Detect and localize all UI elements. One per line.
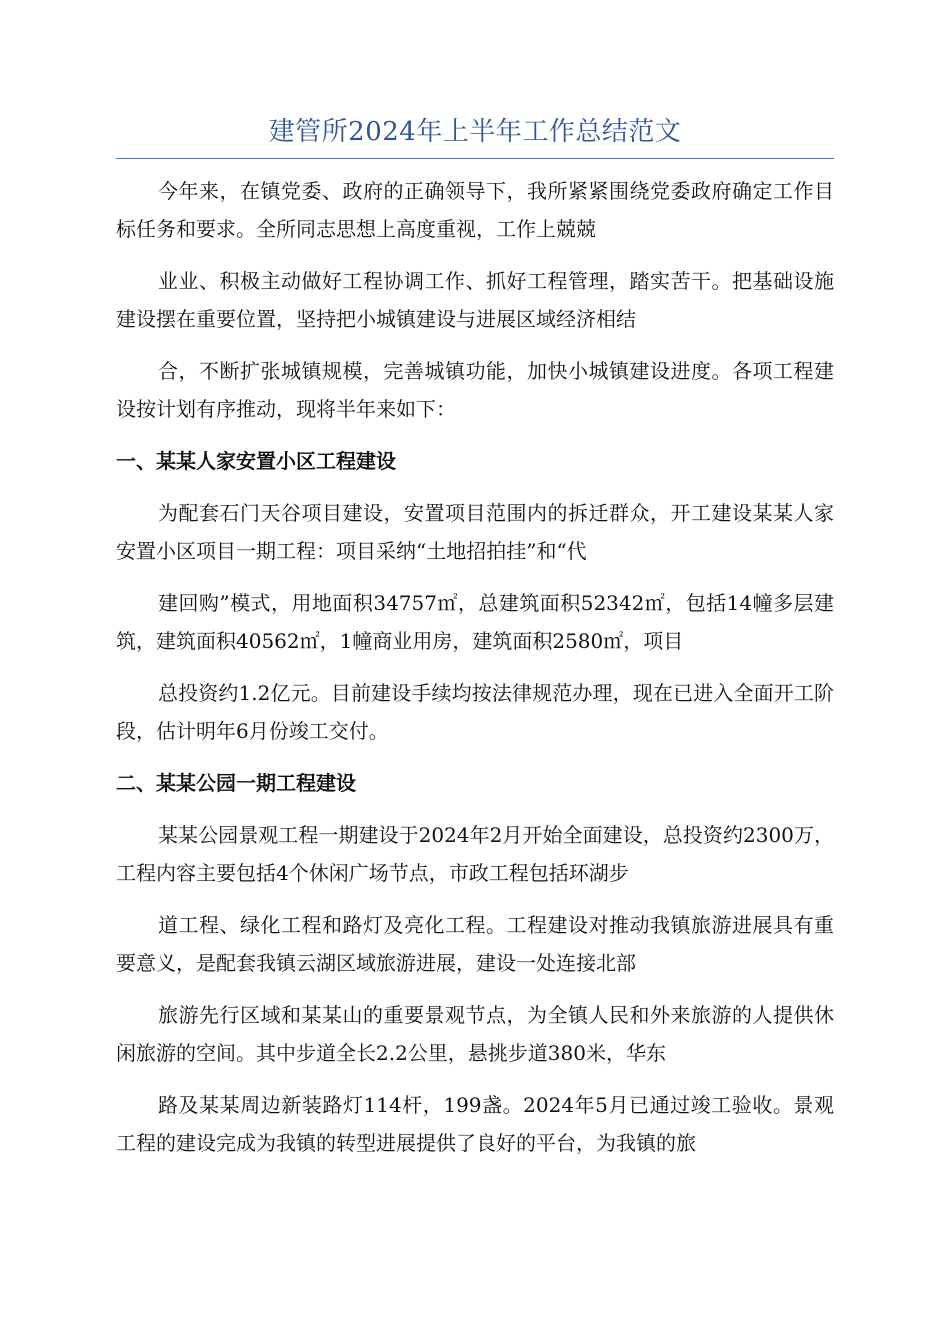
document-body (116, 172, 834, 1176)
document-title: 建管所2024年上半年工作总结范文 (268, 117, 682, 147)
body-paragraph: 道工程、绿化工程和路灯及亮化工程。工程建设对推动我镇旅游进展具有重要意义，是配套我镇云湖区域旅游进展，建设一处连接北部 (116, 913, 834, 975)
body-paragraph: 某某公园景观工程一期建设于2024年2月开始全面建设，总投资约2300万，工程内容主要包括4个休闲广场节点，市政工程包括环湖步 (116, 823, 834, 885)
body-paragraph: 路及某某周边新装路灯114杆，199盏。2024年5月已通过竣工验收。景观工程的建设完成为我镇的转型进展提供了良好的平台，为我镇的旅 (116, 1093, 834, 1155)
body-paragraph: 今年来，在镇党委、政府的正确领导下，我所紧紧围绕党委政府确定工作目标任务和要求。全所同志思想上高度重视，工作上兢兢 (116, 179, 834, 241)
body-paragraph: 业业、积极主动做好工程协调工作、抓好工程管理，踏实苦干。把基础设施建设摆在重要位置，坚持把小城镇建设与进展区域经济相结 (116, 269, 834, 331)
title-block (116, 112, 834, 159)
section-heading: 二、某某公园一期工程建设 (116, 771, 356, 795)
body-paragraph: 旅游先行区域和某某山的重要景观节点，为全镇人民和外来旅游的人提供休闲旅游的空间。其中步道全长2.2公里，悬挑步道380米，华东 (116, 1003, 834, 1065)
body-paragraph: 为配套石门天谷项目建设，安置项目范围内的拆迁群众，开工建设某某人家安置小区项目一期工程：项目采纳“土地招拍挂”和“代 (116, 501, 834, 563)
body-paragraph: 总投资约1.2亿元。目前建设手续均按法律规范办理，现在已进入全面开工阶段，估计明年6月份竣工交付。 (116, 681, 834, 743)
section-heading: 一、某某人家安置小区工程建设 (116, 449, 396, 473)
body-paragraph: 合，不断扩张城镇规模，完善城镇功能，加快小城镇建设进度。各项工程建设按计划有序推动，现将半年来如下： (116, 359, 834, 421)
body-paragraph: 建回购”模式，用地面积34757㎡，总建筑面积52342㎡，包括14幢多层建筑，建筑面积40562㎡，1幢商业用房，建筑面积2580㎡，项目 (116, 591, 834, 653)
